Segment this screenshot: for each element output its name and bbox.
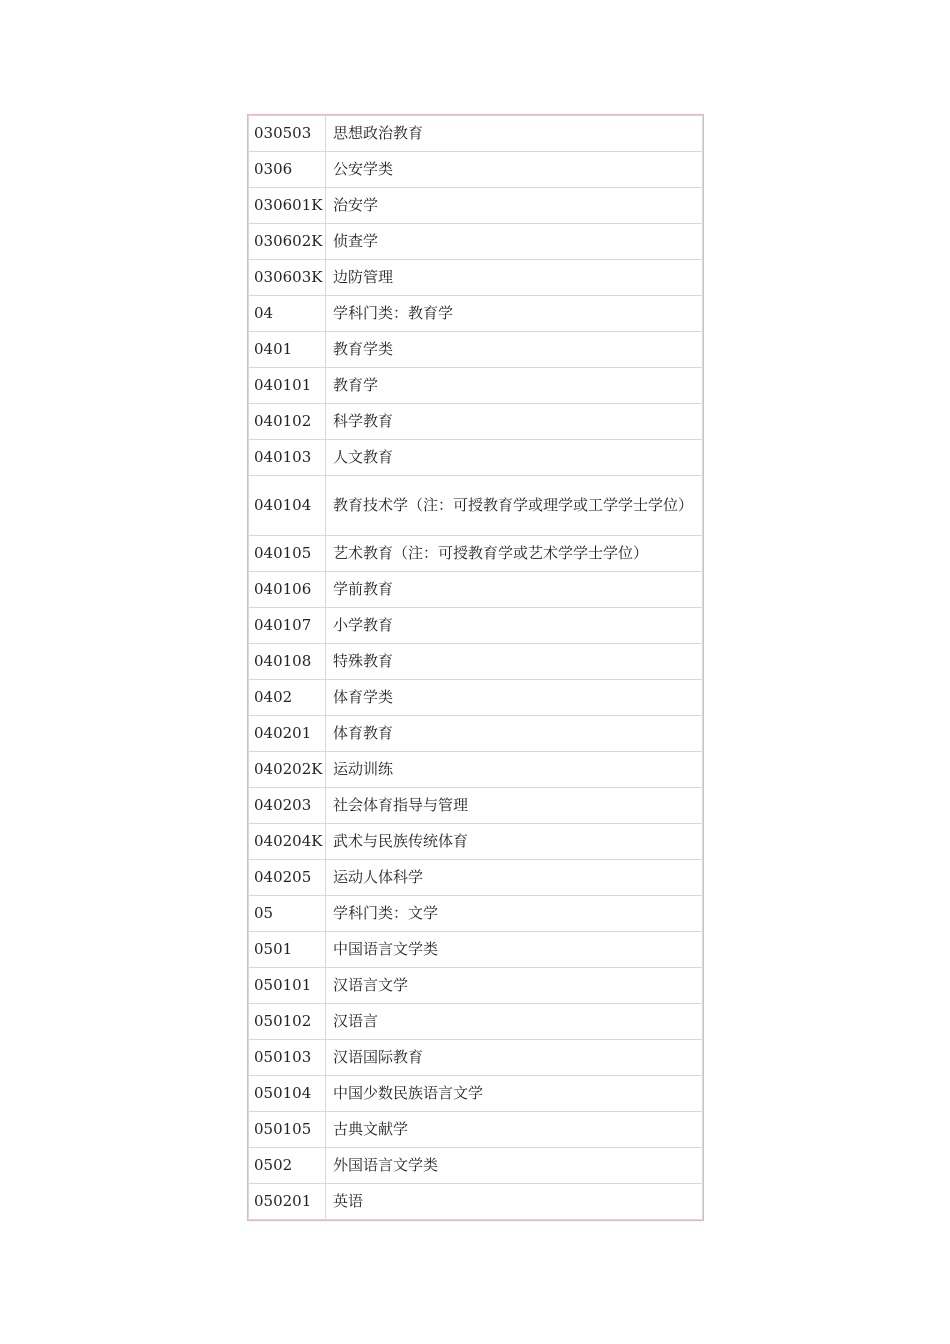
major-name: 科学教育	[326, 404, 703, 440]
major-name: 侦查学	[326, 224, 703, 260]
major-name: 汉语言	[326, 1004, 703, 1040]
major-code: 0306	[249, 152, 326, 188]
major-name: 特殊教育	[326, 644, 703, 680]
major-code: 030503	[249, 116, 326, 152]
major-code: 04	[249, 296, 326, 332]
table-row	[249, 752, 703, 788]
major-code: 0501	[249, 932, 326, 968]
major-code: 040105	[249, 536, 326, 572]
table-row	[249, 260, 703, 296]
table-row	[249, 296, 703, 332]
major-name: 汉语言文学	[326, 968, 703, 1004]
major-code: 040104	[249, 476, 326, 536]
table-row	[249, 1004, 703, 1040]
major-name: 艺术教育（注：可授教育学或艺术学学士学位）	[326, 536, 703, 572]
table-row	[249, 932, 703, 968]
table-row	[249, 896, 703, 932]
table-row	[249, 968, 703, 1004]
major-code: 050104	[249, 1076, 326, 1112]
major-name: 汉语国际教育	[326, 1040, 703, 1076]
major-name: 边防管理	[326, 260, 703, 296]
table-row	[249, 608, 703, 644]
major-code: 050103	[249, 1040, 326, 1076]
major-name: 教育学	[326, 368, 703, 404]
major-catalog-table	[247, 114, 704, 1221]
major-name: 学前教育	[326, 572, 703, 608]
major-name: 运动人体科学	[326, 860, 703, 896]
major-code: 040203	[249, 788, 326, 824]
table-row	[249, 152, 703, 188]
table-row	[249, 680, 703, 716]
major-code: 040201	[249, 716, 326, 752]
table-row	[249, 332, 703, 368]
major-name: 体育教育	[326, 716, 703, 752]
major-name: 体育学类	[326, 680, 703, 716]
major-name: 中国语言文学类	[326, 932, 703, 968]
table-row	[249, 440, 703, 476]
table-row	[249, 860, 703, 896]
major-name: 治安学	[326, 188, 703, 224]
table-row	[249, 116, 703, 152]
table-row	[249, 476, 703, 536]
major-name: 公安学类	[326, 152, 703, 188]
major-name: 思想政治教育	[326, 116, 703, 152]
table-row	[249, 188, 703, 224]
major-name: 人文教育	[326, 440, 703, 476]
major-code: 040108	[249, 644, 326, 680]
table-row	[249, 572, 703, 608]
major-name: 运动训练	[326, 752, 703, 788]
major-code: 030603K	[249, 260, 326, 296]
major-code: 0502	[249, 1148, 326, 1184]
catalog-table	[248, 115, 703, 1220]
major-code: 040107	[249, 608, 326, 644]
major-name: 教育技术学（注：可授教育学或理学或工学学士学位）	[326, 476, 703, 536]
major-name: 古典文献学	[326, 1112, 703, 1148]
major-code: 040204K	[249, 824, 326, 860]
table-row	[249, 716, 703, 752]
table-row	[249, 788, 703, 824]
table-row	[249, 1112, 703, 1148]
major-code: 030602K	[249, 224, 326, 260]
table-row	[249, 644, 703, 680]
table-row	[249, 1040, 703, 1076]
major-code: 040101	[249, 368, 326, 404]
major-name: 外国语言文学类	[326, 1148, 703, 1184]
table-body	[249, 116, 703, 1220]
major-name: 学科门类：文学	[326, 896, 703, 932]
table-row	[249, 404, 703, 440]
major-code: 050102	[249, 1004, 326, 1040]
table-row	[249, 224, 703, 260]
major-code: 040202K	[249, 752, 326, 788]
major-name: 英语	[326, 1184, 703, 1220]
major-code: 050105	[249, 1112, 326, 1148]
major-name: 中国少数民族语言文学	[326, 1076, 703, 1112]
major-name: 学科门类：教育学	[326, 296, 703, 332]
table-row	[249, 368, 703, 404]
table-row	[249, 1184, 703, 1220]
major-code: 040102	[249, 404, 326, 440]
table-row	[249, 1076, 703, 1112]
table-row	[249, 1148, 703, 1184]
major-name: 教育学类	[326, 332, 703, 368]
table-row	[249, 536, 703, 572]
major-code: 050201	[249, 1184, 326, 1220]
major-code: 05	[249, 896, 326, 932]
major-code: 040106	[249, 572, 326, 608]
major-code: 0402	[249, 680, 326, 716]
major-name: 社会体育指导与管理	[326, 788, 703, 824]
major-code: 040103	[249, 440, 326, 476]
major-code: 0401	[249, 332, 326, 368]
major-name: 小学教育	[326, 608, 703, 644]
major-code: 050101	[249, 968, 326, 1004]
major-code: 030601K	[249, 188, 326, 224]
major-code: 040205	[249, 860, 326, 896]
major-name: 武术与民族传统体育	[326, 824, 703, 860]
table-row	[249, 824, 703, 860]
